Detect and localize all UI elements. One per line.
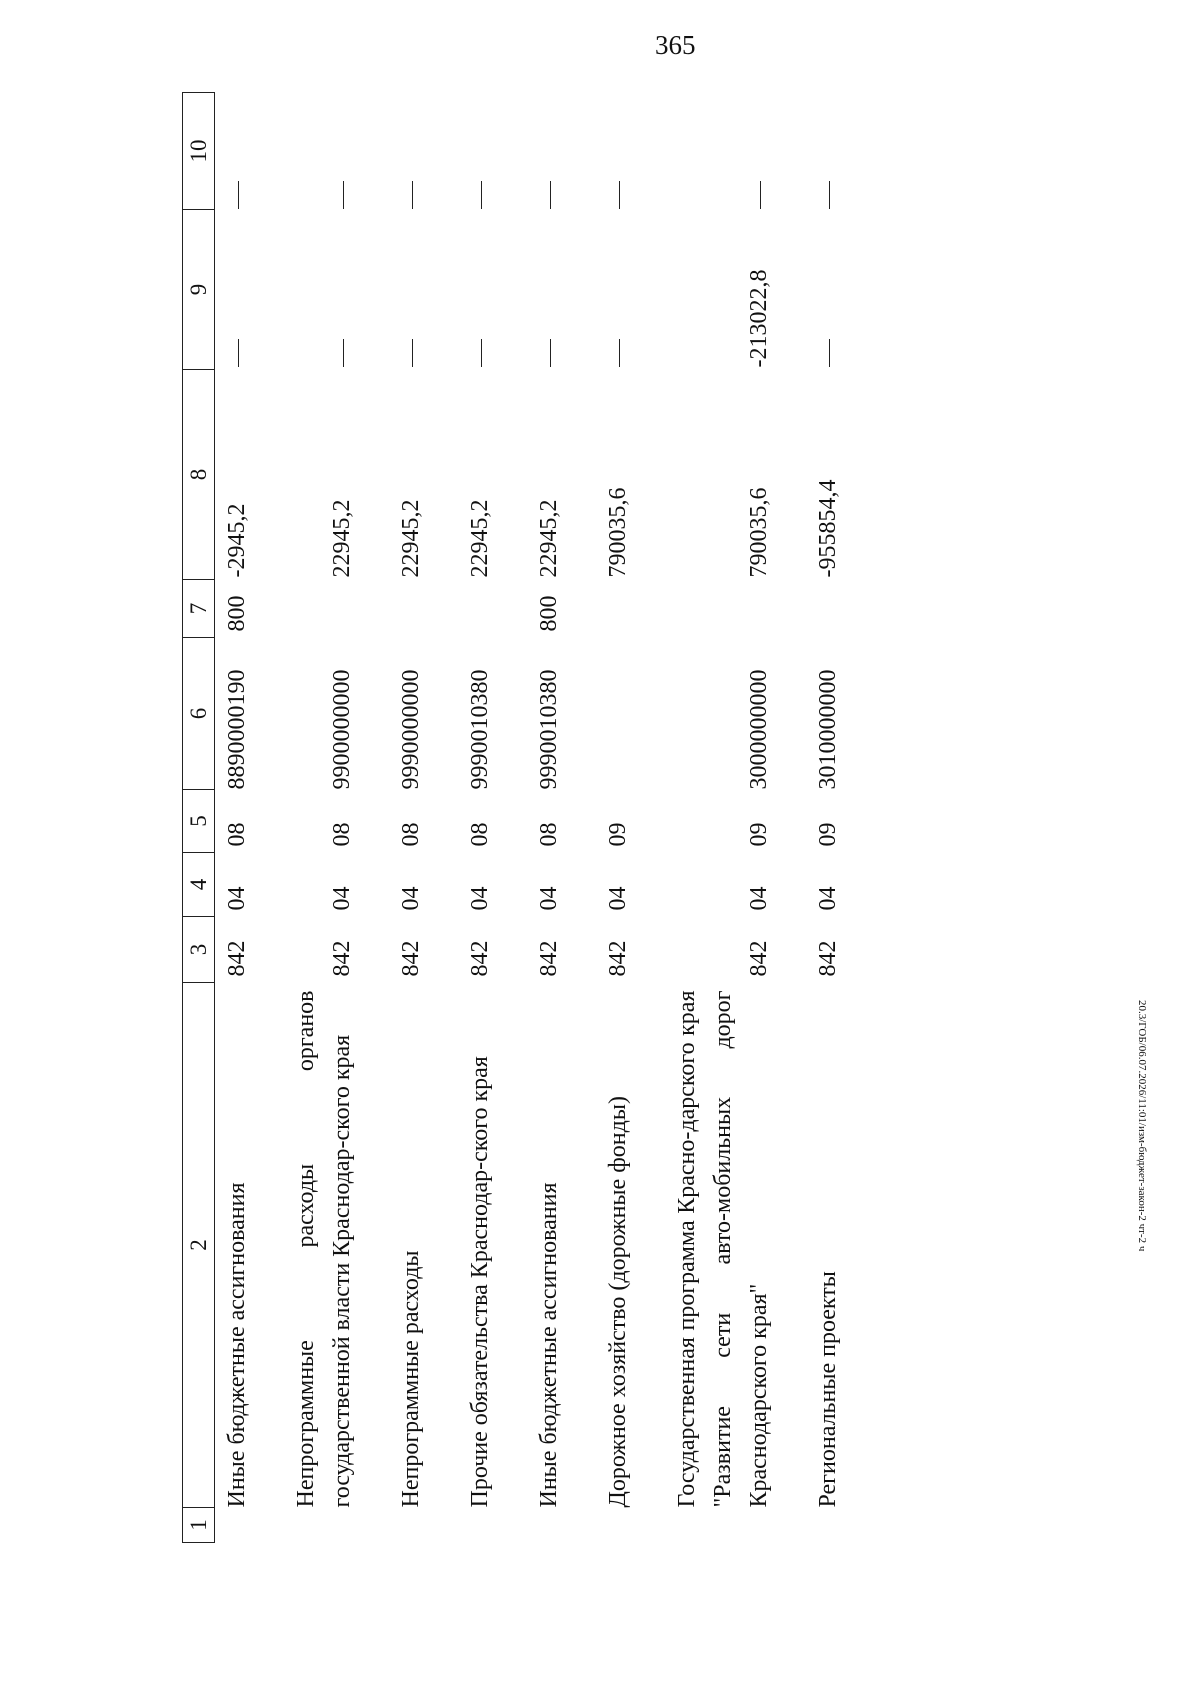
dash-mark	[238, 340, 239, 368]
column-header-7: 7	[183, 580, 215, 638]
column-header-6: 6	[183, 638, 215, 790]
page-number: 365	[655, 30, 696, 60]
cell-col-3: 842	[746, 940, 772, 977]
dash-mark	[619, 340, 620, 368]
dash-mark	[481, 340, 482, 368]
cell-col-7: 800	[224, 595, 250, 632]
dash-mark	[343, 340, 344, 368]
cell-col-5: 08	[224, 822, 250, 847]
cell-col-8: 22945,2	[329, 499, 355, 578]
cell-col-1	[255, 1508, 360, 1543]
cell-col-6: 8890000190	[224, 669, 250, 790]
cell-col-10	[255, 93, 360, 210]
cell-col-8: -2945,2	[224, 503, 250, 578]
cell-col-1	[636, 1508, 777, 1543]
row-label: Иные бюджетные ассигнования	[224, 1182, 250, 1508]
cell-col-4: 04	[815, 886, 841, 911]
cell-col-1	[777, 1508, 846, 1543]
cell-col-8: -955854,4	[815, 479, 841, 578]
cell-col-8: 22945,2	[398, 499, 424, 578]
dash-mark	[760, 182, 761, 210]
cell-col-3: 842	[536, 940, 562, 977]
cell-col-7	[255, 580, 360, 638]
cell-col-10	[636, 93, 777, 210]
cell-col-9	[360, 210, 429, 370]
column-header-8: 8	[183, 370, 215, 580]
cell-col-4: 04	[746, 886, 772, 911]
table-row	[215, 93, 256, 1543]
cell-col-9	[567, 210, 636, 370]
dash-mark	[619, 182, 620, 210]
cell-col-8: 22945,2	[536, 499, 562, 578]
cell-col-10	[360, 93, 429, 210]
table-row	[636, 93, 777, 1543]
cell-col-7	[429, 580, 498, 638]
column-header-2: 2	[183, 983, 215, 1508]
cell-col-6: 9990000000	[398, 669, 424, 790]
column-header-1: 1	[183, 1508, 215, 1543]
cell-col-9	[777, 210, 846, 370]
row-label: Непрограммные расходы органов государственной власти Краснодар-ского края	[293, 990, 355, 1508]
cell-col-9	[498, 210, 567, 370]
cell-col-7	[567, 580, 636, 638]
cell-col-6: 3010000000	[815, 669, 841, 790]
column-header-3: 3	[183, 917, 215, 983]
table-row	[429, 93, 498, 1543]
cell-col-3: 842	[815, 940, 841, 977]
cell-col-9	[255, 210, 360, 370]
row-label: Прочие обязательства Краснодар-ского края	[467, 1056, 493, 1508]
table-row	[567, 93, 636, 1543]
cell-col-3: 842	[224, 940, 250, 977]
cell-col-4: 04	[605, 886, 631, 911]
cell-col-1	[567, 1508, 636, 1543]
cell-col-1	[429, 1508, 498, 1543]
cell-col-9	[429, 210, 498, 370]
cell-col-4: 04	[536, 886, 562, 911]
dash-mark	[238, 182, 239, 210]
cell-col-5: 08	[536, 822, 562, 847]
cell-col-10	[498, 93, 567, 210]
cell-col-10	[567, 93, 636, 210]
cell-col-8: 22945,2	[467, 499, 493, 578]
dash-mark	[481, 182, 482, 210]
column-header-5: 5	[183, 790, 215, 853]
cell-col-8: 790035,6	[605, 487, 631, 578]
dash-mark	[829, 340, 830, 368]
column-header-4: 4	[183, 853, 215, 917]
cell-col-1	[360, 1508, 429, 1543]
cell-col-6	[567, 638, 636, 790]
dash-mark	[412, 340, 413, 368]
dash-mark	[412, 182, 413, 210]
cell-col-8: 790035,6	[746, 487, 772, 578]
row-label: Иные бюджетные ассигнования	[536, 1182, 562, 1508]
cell-col-10	[777, 93, 846, 210]
row-label: Региональные проекты	[815, 1271, 841, 1508]
cell-col-5: 08	[467, 822, 493, 847]
cell-col-3: 842	[467, 940, 493, 977]
cell-col-3: 842	[398, 940, 424, 977]
table-body	[215, 93, 847, 1543]
column-header-9: 9	[183, 210, 215, 370]
cell-col-7	[636, 580, 777, 638]
cell-col-4: 04	[224, 886, 250, 911]
table-header	[183, 93, 215, 1543]
cell-col-7: 800	[536, 595, 562, 632]
table-row	[777, 93, 846, 1543]
table-row	[255, 93, 360, 1543]
cell-col-4: 04	[329, 886, 355, 911]
cell-col-1	[498, 1508, 567, 1543]
dash-mark	[550, 182, 551, 210]
cell-col-5: 09	[746, 822, 772, 847]
column-header-10: 10	[183, 93, 215, 210]
budget-table	[182, 92, 846, 1543]
cell-col-7	[777, 580, 846, 638]
cell-col-7	[360, 580, 429, 638]
cell-col-6: 3000000000	[746, 669, 772, 790]
header-row	[183, 93, 215, 1543]
cell-col-5: 08	[398, 822, 424, 847]
cell-col-5: 09	[605, 822, 631, 847]
table-row	[360, 93, 429, 1543]
cell-col-3: 842	[329, 940, 355, 977]
cell-col-5: 09	[815, 822, 841, 847]
cell-col-3: 842	[605, 940, 631, 977]
cell-col-4: 04	[467, 886, 493, 911]
budget-table-rotated	[182, 93, 1022, 1543]
cell-col-6: 9900000000	[329, 669, 355, 790]
cell-col-6: 9990010380	[536, 669, 562, 790]
cell-col-6: 9990010380	[467, 669, 493, 790]
cell-col-4: 04	[398, 886, 424, 911]
row-label: Непрограммные расходы	[398, 1250, 424, 1508]
row-label: Дорожное хозяйство (дорожные фонды)	[605, 1096, 631, 1508]
dash-mark	[829, 182, 830, 210]
dash-mark	[550, 340, 551, 368]
cell-col-1	[215, 1508, 256, 1543]
cell-col-10	[429, 93, 498, 210]
cell-col-5: 08	[329, 822, 355, 847]
footer-document-code: 20.3/ГОБ/06.07.2026/11:01/изм-бюджет-закон-2 чт-2 ч	[1136, 1000, 1148, 1252]
cell-col-9	[215, 210, 256, 370]
cell-col-9: -213022,8	[746, 269, 772, 368]
cell-col-10	[215, 93, 256, 210]
dash-mark	[343, 182, 344, 210]
table-row	[498, 93, 567, 1543]
row-label: Государственная программа Красно-дарского края "Развитие сети авто-мобильных дорог Краснодарского края"	[674, 990, 772, 1508]
